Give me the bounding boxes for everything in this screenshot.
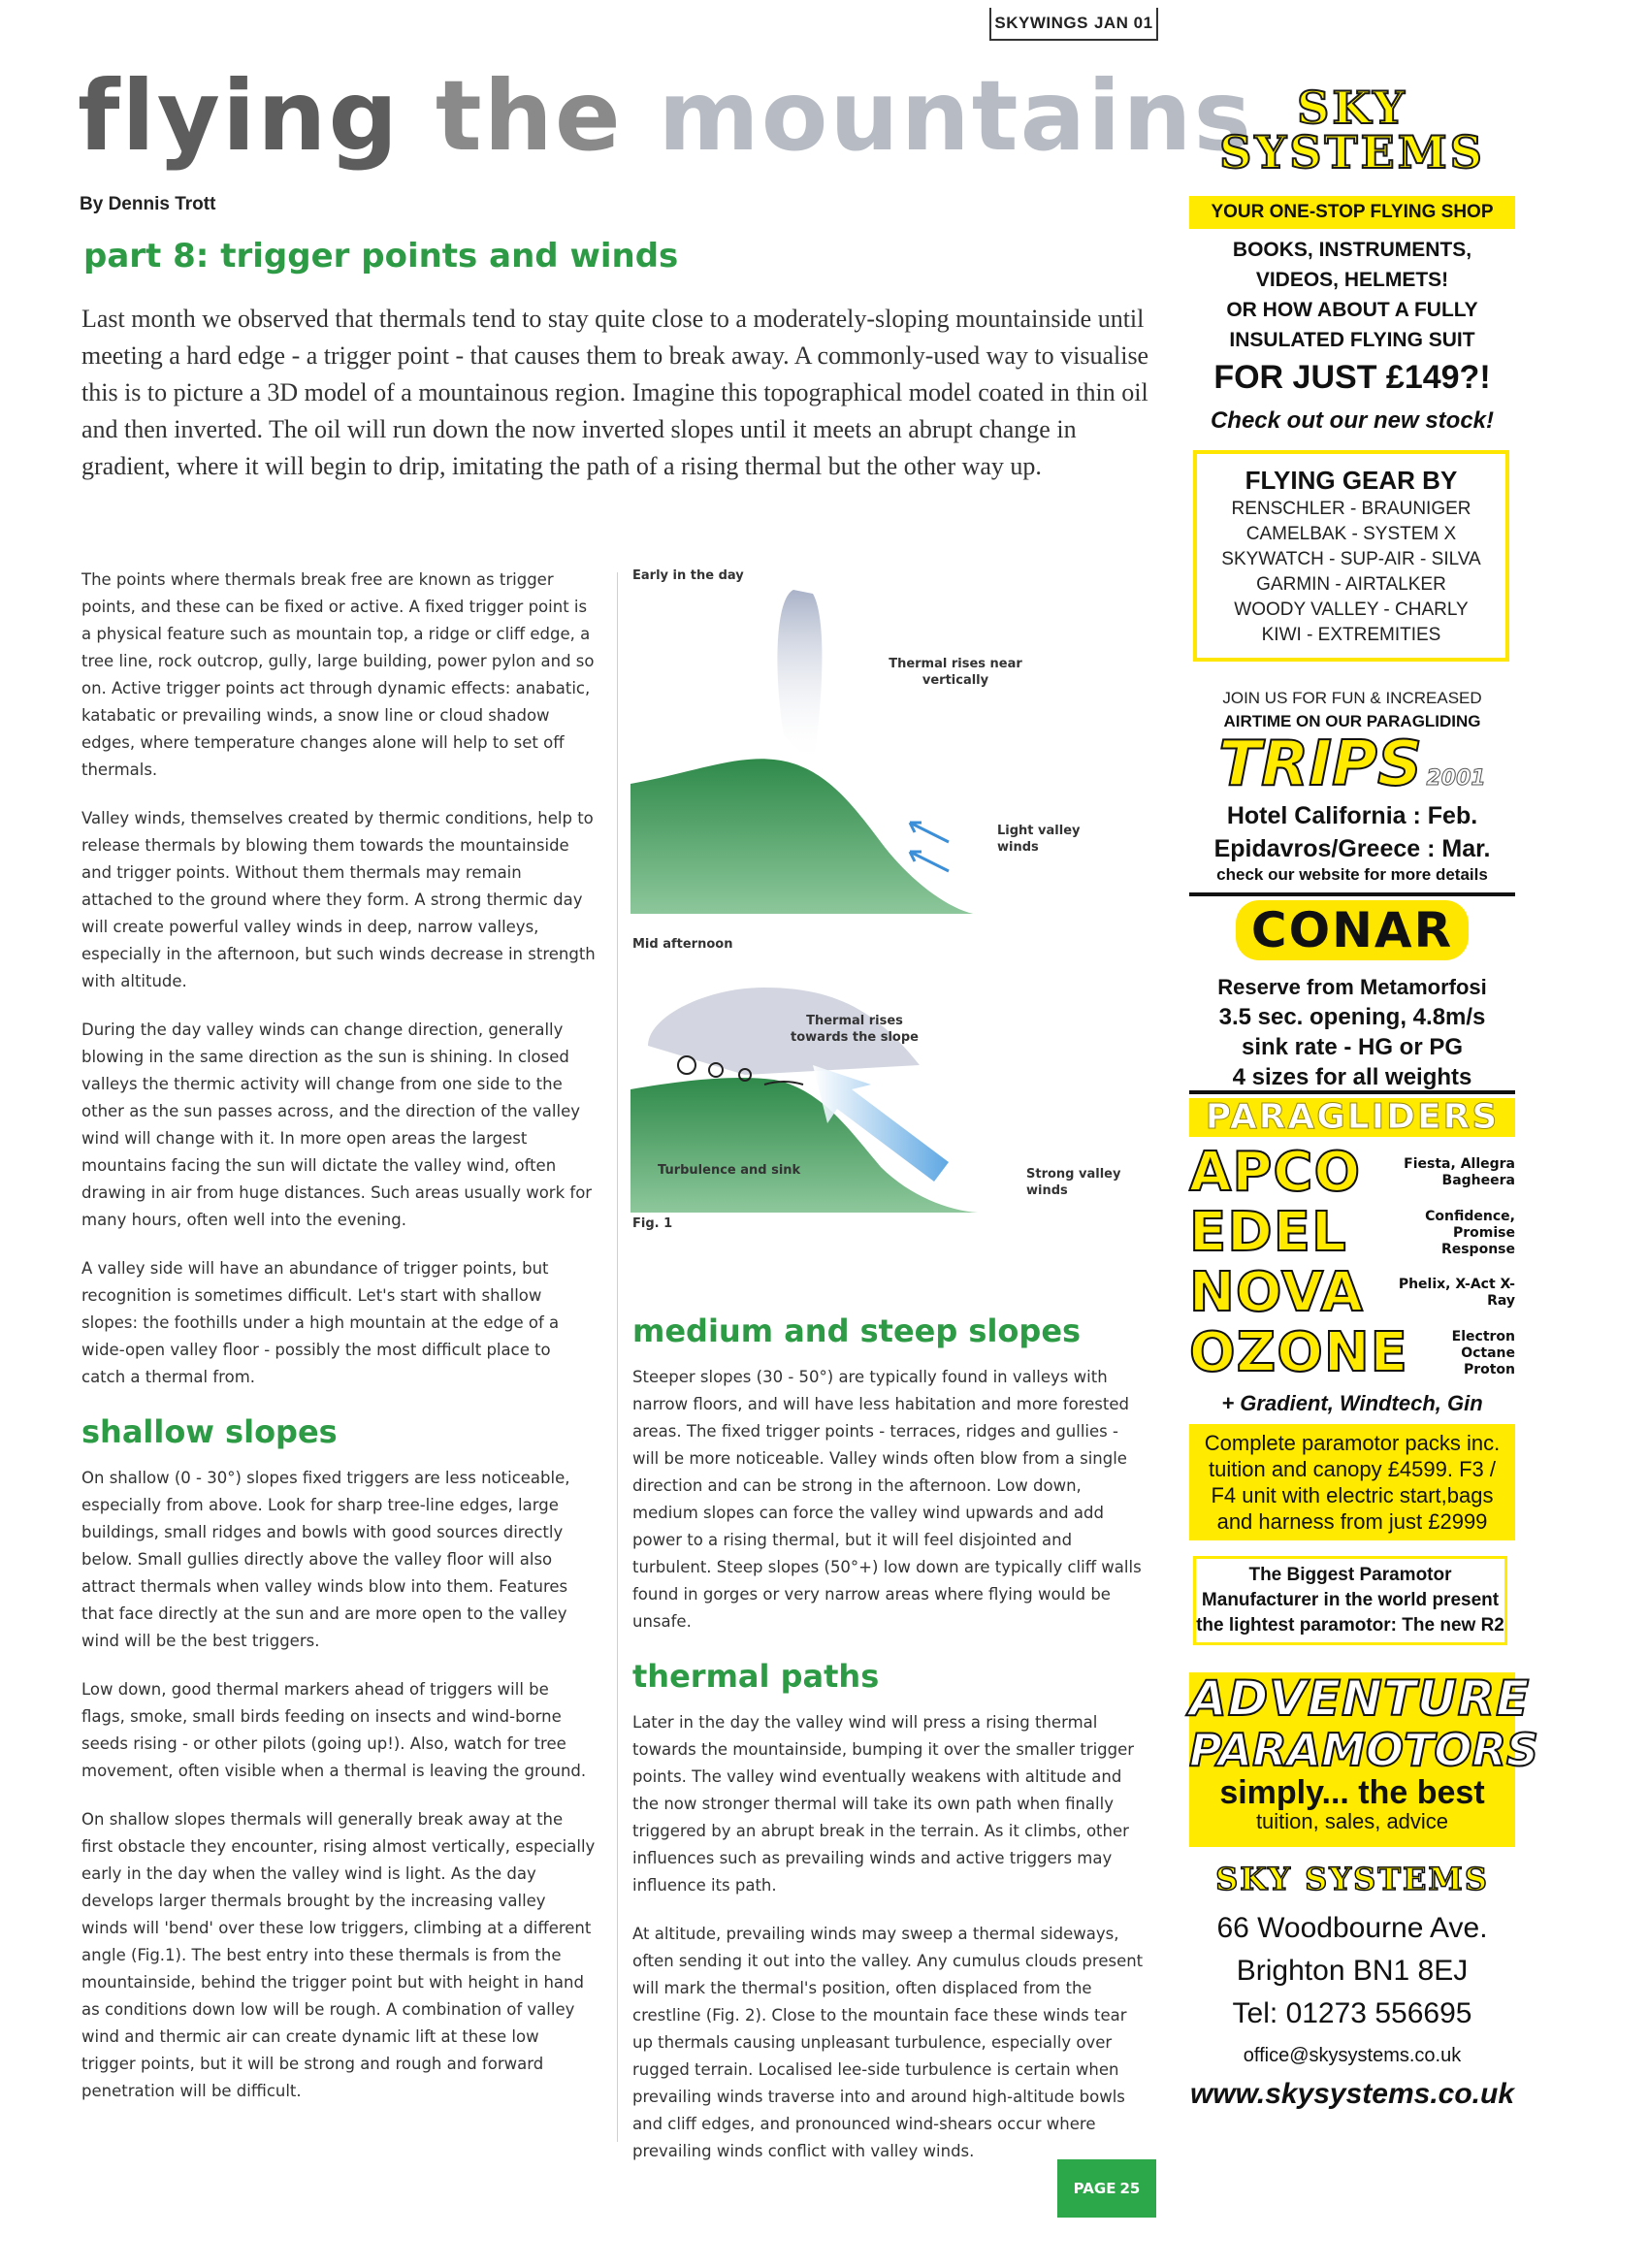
address-line: 66 Woodbourne Ave. xyxy=(1216,1912,1488,1944)
brand-name: APCO xyxy=(1189,1141,1362,1204)
trips-intro-line: AIRTIME ON OUR PARAGLIDING xyxy=(1223,712,1481,730)
figure-caption: Fig. 1 xyxy=(632,1216,673,1231)
brand-models: Electron Octane Proton xyxy=(1451,1328,1515,1377)
heading-thermal-paths: thermal paths xyxy=(632,1658,880,1695)
section-divider xyxy=(1189,1090,1515,1094)
figure-note-light-winds: Light valley winds xyxy=(997,824,1081,855)
brand-models: Phelix, X-Act X-Ray xyxy=(1398,1277,1515,1309)
conar-line: 3.5 sec. opening, 4.8m/s xyxy=(1218,1004,1486,1030)
offer-line: INSULATED FLYING SUIT xyxy=(1229,329,1475,351)
magazine-name: SKYWINGS xyxy=(994,14,1088,32)
body-paragraph: A valley side will have an abundance of trigger points, but recognition is sometimes difficult. Let's start with shallow slopes: the foothills under a high mountain at the edge of a wide-open valley floor - possibly the most difficult place to catch a thermal from. xyxy=(81,1259,560,1386)
address-block xyxy=(1189,1907,1515,2035)
phone-number: Tel: 01273 556695 xyxy=(1232,1997,1472,2029)
adventure-paramotors-ad xyxy=(1189,1670,1539,1847)
sky-systems-logo xyxy=(1189,81,1515,178)
intro-paragraph: Last month we observed that thermals tend to stay quite close to a moderately-sloping mountainside until meeting a hard edge - a trigger point - that causes them to break away. A commonly-used way to visualise this is to picture a 3D model of a mountainous region. Imagine this topographical model coated in thin oil and then inverted. The oil will run down the now inverted slopes until it meets an abrupt change in gradient, where it will begin to drip, imitating the path of a rising thermal but the other way up. xyxy=(81,305,1149,480)
section-divider xyxy=(1189,892,1515,896)
issue-date: JAN 01 xyxy=(1093,14,1153,32)
brand-row xyxy=(1189,1203,1515,1263)
trips-title: TRIPS xyxy=(1218,729,1423,800)
heading-shallow-slopes: shallow slopes xyxy=(81,1413,338,1450)
brands-footer: + Gradient, Windtech, Gin xyxy=(1221,1391,1483,1415)
trip-line: Hotel California : Feb. xyxy=(1226,802,1478,829)
issue-tag xyxy=(989,8,1158,41)
offer-line: OR HOW ABOUT A FULLY xyxy=(1226,299,1478,321)
brand-row xyxy=(1189,1143,1515,1203)
brand-list xyxy=(1189,1143,1515,1383)
brand-models: Fiesta, Allegra Bagheera xyxy=(1404,1156,1515,1188)
thermal-column xyxy=(777,590,822,764)
biggest-manufacturer: The Biggest Paramotor Manufacturer in the world present the lightest paramotor: The new R2 xyxy=(1193,1556,1507,1645)
flying-gear-box xyxy=(1193,450,1509,662)
page-label: PAGE xyxy=(1073,2180,1116,2197)
body-paragraph: At altitude, prevailing winds may sweep a thermal sideways, often sending it out into the valley. Any cumulus clouds present will mark the thermal's position, often displaced from the crestline (Fig. 2). Close to the mountain face these winds tear up thermals causing unpleasant turbulence, especially over rugged terrain. Localised lee-side turbulence is certain when prevailing winds traverse into and around high-altitude bowls and cliff edges, and pronounced wind-shears occur where prevailing winds conflict with valley winds. xyxy=(632,1925,1144,2160)
trips-intro-line: JOIN US FOR FUN & INCREASED xyxy=(1222,689,1482,707)
conar-logo xyxy=(1189,900,1515,960)
body-paragraph: On shallow slopes thermals will generally break away at the first obstacle they encounter, rising almost vertically, especially early in the day when the valley wind is light. As the day develops larger thermals brought by the increasing valley winds will 'bend' over these low triggers, climbing at a different angle (Fig.1). The best entry into these thermals is from the mountainside, behind the trigger point but with height in hand as conditions down low will be rough. A combination of valley wind and thermic air can create dynamic lift at these low trigger points, but it will be strong and rough and forward penetration will be difficult. xyxy=(81,1810,596,2100)
shop-band: YOUR ONE-STOP FLYING SHOP xyxy=(1189,196,1515,229)
website-link[interactable]: www.skysystems.co.uk xyxy=(1189,2078,1515,2110)
body-paragraph: Later in the day the valley wind will press a rising thermal towards the mountainside, bumping it over the smaller trigger points. The valley wind eventually weakens with altitude and the now stronger thermal will take its own path when finally triggered by an abrupt break in the terrain. As it climbs, other influences such as prevailing winds and active triggers may influence its path. xyxy=(632,1713,1135,1895)
title-word-2: the xyxy=(435,59,623,173)
body-paragraph: Low down, good thermal markers ahead of triggers will be flags, smoke, small birds feeding on insects and wind-borne seeds rising - or other pilots (going up!). Also, watch for tree movement, often visible when a thermal is leaving the ground. xyxy=(81,1680,587,1780)
gear-line: SKYWATCH - SUP-AIR - SILVA xyxy=(1221,549,1481,569)
body-paragraph: Valley winds, themselves created by thermic conditions, help to release thermals by blowing them towards the mountainside and trigger points. Without them thermals may remain attached to the ground where they form. A strong thermic day will create powerful valley winds in deep, narrow valleys, especially in the afternoon, but such winds decrease in strength with altitude. xyxy=(81,809,596,990)
offer-lines xyxy=(1189,235,1515,355)
byline: By Dennis Trott xyxy=(80,194,216,214)
gear-line: CAMELBAK - SYSTEM X xyxy=(1245,524,1457,544)
trip-line: Epidavros/Greece : Mar. xyxy=(1213,835,1491,862)
brand-name: OZONE xyxy=(1189,1321,1408,1384)
figure-panel-1-label: Early in the day xyxy=(632,568,744,583)
trips-year: 2001 xyxy=(1426,766,1486,791)
gear-title: FLYING GEAR BY xyxy=(1245,466,1458,495)
brand-models: Confidence, Promise Response xyxy=(1425,1208,1515,1257)
figure-note-strong-winds: Strong valley winds xyxy=(1026,1167,1121,1198)
panel-early xyxy=(629,590,1152,916)
trips-intro xyxy=(1189,687,1515,733)
adventure-line-1: ADVENTURE xyxy=(1189,1670,1531,1727)
offer-line: VIDEOS, HELMETS! xyxy=(1255,269,1449,291)
figure-1 xyxy=(629,561,1152,1240)
address-line: Brighton BN1 8EJ xyxy=(1236,1955,1469,1987)
adventure-tag-1: simply... the best xyxy=(1219,1774,1485,1811)
body-paragraph: During the day valley winds can change direction, generally blowing in the same direction as the sun is shining. In closed valleys the thermic activity will change from one side to the other as the sun passes across, and the direction of the valley wind will change with it. In more open areas the largest mountains facing the sun will dictate the valley wind, often drawing in air from huge distances. Such areas usually work for many hours, often well into the evening. xyxy=(81,1021,593,1229)
conar-line: 4 sizes for all weights xyxy=(1232,1064,1472,1090)
page-number-tab xyxy=(1057,2159,1156,2218)
gear-line: KIWI - EXTREMITIES xyxy=(1261,625,1441,645)
conar-title: CONAR xyxy=(1236,900,1469,960)
gear-line: RENSCHLER - BRAUNIGER xyxy=(1231,499,1471,519)
title-word-1: flying xyxy=(78,59,401,173)
article-title xyxy=(78,59,1254,173)
conar-details xyxy=(1189,972,1515,1092)
adventure-line-2: PARAMOTORS xyxy=(1189,1724,1539,1776)
title-word-3: mountains xyxy=(658,59,1254,173)
gear-line: GARMIN - AIRTALKER xyxy=(1256,574,1446,595)
figure-panel-2-label: Mid afternoon xyxy=(632,937,733,952)
trips-website-note: check our website for more details xyxy=(1216,865,1488,884)
middle-column xyxy=(632,1306,1147,2187)
body-paragraph: Steeper slopes (30 - 50°) are typically found in valleys with narrow floors, and will have less habitation and more forested areas. The fixed trigger points - terraces, ridges and gullies - will be more noticeable. Valley winds often blow from a single direction and can be strong in the afternoon. Low down, medium slopes can force the valley wind upwards and add power to a rising thermal, but it will feel disjointed and turbulent. Steep slopes (50°+) low down are typically cliff walls found in gorges or very narrow areas where flying would be unsafe. xyxy=(632,1368,1142,1631)
hill-shape xyxy=(630,759,978,915)
figure-note-towards-slope: Thermal rises towards the slope xyxy=(791,1014,919,1045)
email-link[interactable]: office@skysystems.co.uk xyxy=(1243,2045,1462,2066)
figure-note-vertical: Thermal rises near vertically xyxy=(889,657,1022,688)
wind-arrow xyxy=(910,823,949,871)
page-number: 25 xyxy=(1119,2180,1141,2197)
sky-systems-ad xyxy=(1189,81,1539,2138)
offer-line: BOOKS, INSTRUMENTS, xyxy=(1232,239,1472,261)
trips-destinations xyxy=(1189,799,1515,865)
logo-line-2: SYSTEMS xyxy=(1219,126,1485,178)
heading-medium-steep: medium and steep slopes xyxy=(632,1312,1082,1349)
offer-tag: Check out our new stock! xyxy=(1210,407,1495,434)
logo-line-1: SKY xyxy=(1297,81,1407,134)
conar-line: Reserve from Metamorfosi xyxy=(1217,975,1487,999)
conar-line: sink rate - HG or PG xyxy=(1241,1034,1464,1060)
brand-name: EDEL xyxy=(1189,1201,1347,1264)
paramotor-offer: Complete paramotor packs inc. tuition and canopy £4599. F3 / F4 unit with electric start,bags and harness from just £2999 xyxy=(1189,1424,1515,1540)
footer-logo: SKY SYSTEMS xyxy=(1215,1861,1489,1897)
gear-line: WOODY VALLEY - CHARLY xyxy=(1234,599,1469,620)
article-subtitle: part 8: trigger points and winds xyxy=(83,237,679,275)
trips-logo xyxy=(1189,729,1515,800)
left-column xyxy=(81,567,596,2126)
offer-price: FOR JUST £149?! xyxy=(1213,359,1491,396)
column-divider xyxy=(617,572,618,2142)
body-paragraph: On shallow (0 - 30°) slopes fixed triggers are less noticeable, especially from above. Look for sharp tree-line edges, large buildings, small ridges and bowls with good sources directly below. Small gullies directly above the valley floor will also attract thermals when valley winds blow into them. Features that face directly at the sun and are more open to the valley wind will be the best triggers. xyxy=(81,1469,570,1650)
paragliders-title: PARAGLIDERS xyxy=(1189,1098,1515,1137)
figure-note-turbulence: Turbulence and sink xyxy=(658,1163,801,1178)
brand-row xyxy=(1189,1323,1515,1383)
brand-row xyxy=(1189,1263,1515,1323)
body-paragraph: The points where thermals break free are known as trigger points, and these can be fixed or active. A fixed trigger point is a physical feature such as mountain top, a ridge or cliff edge, a tree line, rock outcrop, gully, large building, power pylon and so on. Active trigger points act through dynamic effects: anabatic, katabatic or prevailing winds, a snow line or cloud shadow edges, where temperature changes alone will help to set off thermals. xyxy=(81,570,595,779)
adventure-tag-2: tuition, sales, advice xyxy=(1255,1809,1449,1833)
brand-name: NOVA xyxy=(1189,1261,1364,1324)
